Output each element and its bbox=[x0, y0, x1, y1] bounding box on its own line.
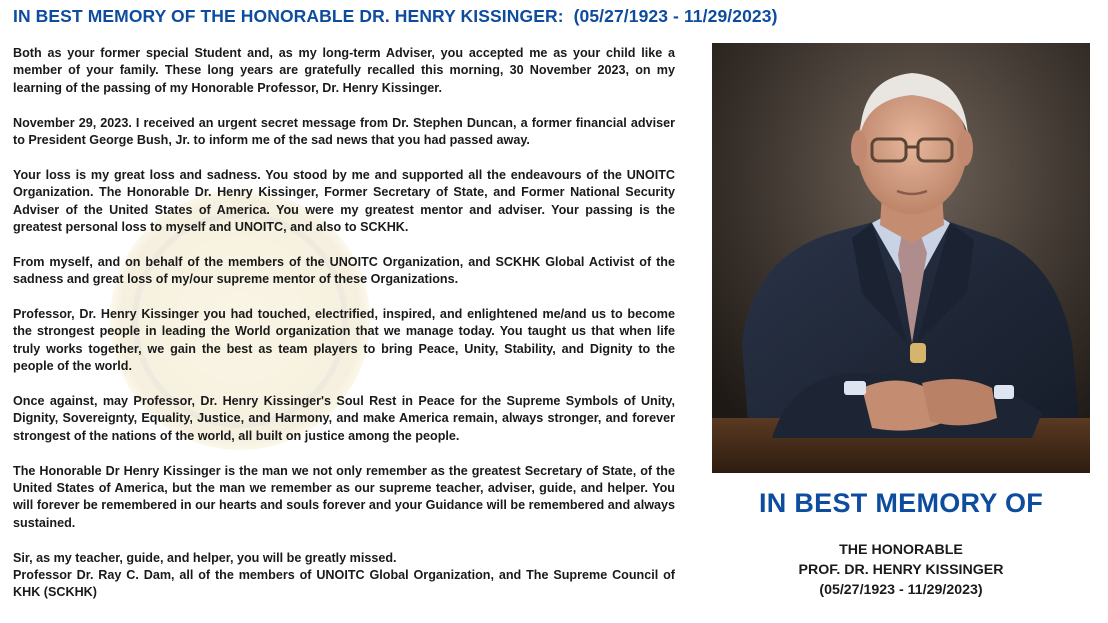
letter-paragraph: Both as your former special Student and, as my long-term Adviser, you accepted me as your child like a member of your family. These long years are gratefully recalled this morning, 30 November 2023, on my learning of the passing of my Honorable Professor, Dr. Henry Kissinger. bbox=[13, 46, 675, 95]
portrait-illustration bbox=[712, 43, 1090, 473]
portrait-photo bbox=[712, 43, 1090, 473]
page-title: IN BEST MEMORY OF THE HONORABLE DR. HENRY KISSINGER: (05/27/1923 - 11/29/2023) bbox=[13, 6, 778, 26]
memorial-caption bbox=[712, 540, 1090, 600]
letter-paragraph: Your loss is my great loss and sadness. You stood by me and supported all the endeavours of the UNOITC Organization. The Honorable Dr. Henry Kissinger, Former Secretary of State, and Former National Security Adviser of the United States of America. You were my greatest mentor and adviser. Your passing is the greatest personal loss to myself and UNOITC, and also to SCKHK. bbox=[13, 167, 675, 235]
memorial-caption-line: THE HONORABLE bbox=[839, 542, 963, 558]
memorial-caption-name: PROF. DR. HENRY KISSINGER bbox=[798, 562, 1004, 578]
memorial-caption-dates: (05/27/1923 - 11/29/2023) bbox=[819, 582, 983, 598]
memorial-title: IN BEST MEMORY OF bbox=[758, 488, 1044, 518]
letter-closing-line: Sir, as my teacher, guide, and helper, you will be greatly missed. bbox=[13, 550, 397, 565]
letter-paragraph: The Honorable Dr Henry Kissinger is the man we not only remember as the greatest Secretary of State, of the United States of America, but the man we remember as our supreme teacher, adviser, guide, and helper. You will forever be remembered in our hearts and souls forever and your Guidance will be remembered and always sustained. bbox=[13, 463, 675, 530]
letter-paragraph: Professor, Dr. Henry Kissinger you had touched, electrified, inspired, and enlightened me/and us to become the strongest people in leading the World organization that we manage today. You taught us that when life truly works together, we gain the best as team players to bring Peace, Unity, Stability, and Dignity to the people of the world. bbox=[13, 307, 675, 374]
letter-paragraph: Once against, may Professor, Dr. Henry Kissinger's Soul Rest in Peace for the Supreme Symbols of Unity, Dignity, Sovereignty, Equality, Justice, and Harmony, and make America remain, always stronger, and forever strongest of the nations of the world, all built on justice among the people. bbox=[13, 394, 675, 443]
letter-paragraph: November 29, 2023. I received an urgent secret message from Dr. Stephen Duncan, a former financial adviser to President George Bush, Jr. to inform me of the sad news that you had passed away. bbox=[13, 115, 675, 148]
letter-paragraph: From myself, and on behalf of the members of the UNOITC Organization, and SCKHK Global Activist of the sadness and great loss of my/our supreme mentor of these Organizations. bbox=[13, 254, 675, 287]
memorial-letter bbox=[13, 45, 675, 602]
letter-signature: Professor Dr. Ray C. Dam, all of the members of UNOITC Global Organization, and The Supreme Council of KHK (SCKHK) bbox=[13, 568, 675, 600]
